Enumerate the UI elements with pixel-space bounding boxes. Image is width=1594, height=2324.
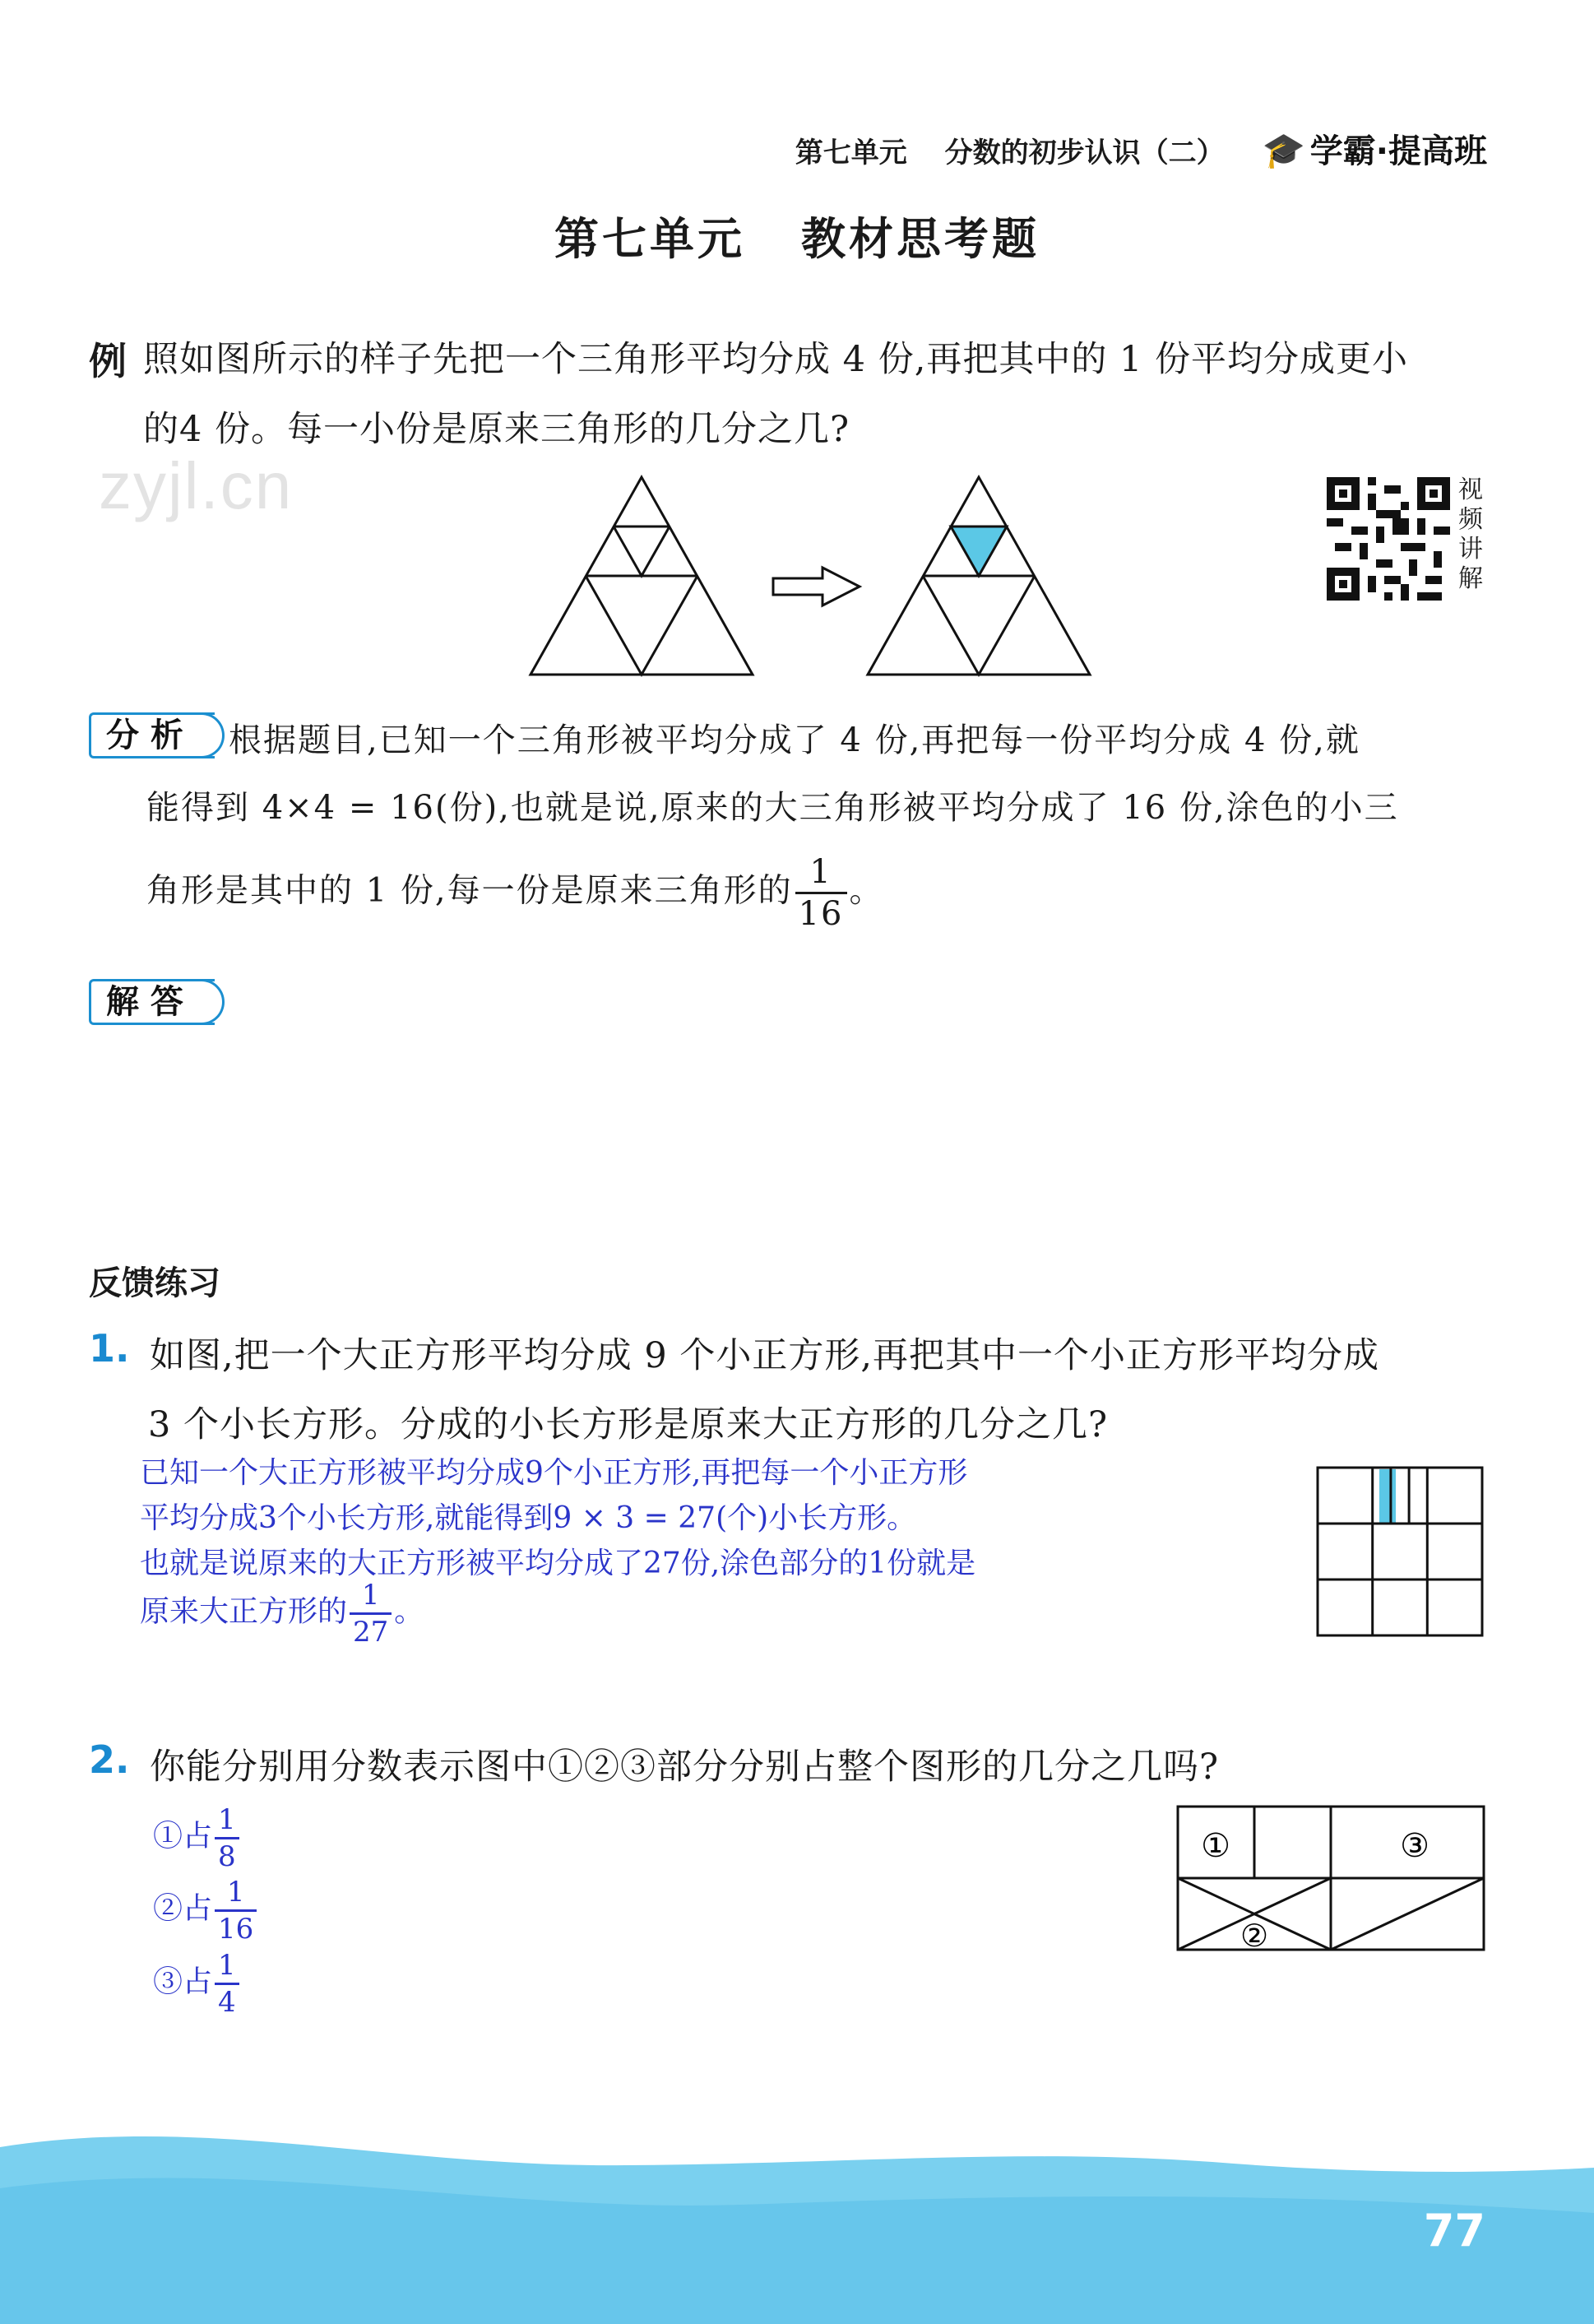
example-text-line-1: 照如图所示的样子先把一个三角形平均分成 4 份,再把其中的 1 份平均分成更小	[143, 339, 1409, 380]
square-grid-figure	[1314, 1464, 1485, 1639]
q1-answer-line-4: 原来大正方形的 $\frac{1}{27}$ 。	[140, 1579, 424, 1649]
question-1-line-1: 如图,把一个大正方形平均分成 9 个小正方形,再把其中一个小正方形平均分成	[150, 1335, 1380, 1376]
page-title	[0, 204, 1594, 267]
q1-answer-line-3: 也就是说原来的大正方形被平均分成了27份,涂色部分的1份就是	[140, 1547, 976, 1580]
question-1-number: 1.	[89, 1326, 130, 1371]
q1-answer-line-1: 已知一个大正方形被平均分成9个小正方形,再把每一个小正方形	[140, 1456, 968, 1490]
part-2-label: ②	[1240, 1918, 1269, 1953]
answer-tag: 解 答	[89, 979, 215, 1025]
q2-answer-1: ①占 $\frac{1}{8}$	[153, 1806, 242, 1871]
title-unit: 第七单元	[554, 213, 745, 265]
feedback-section-title: 反馈练习	[89, 1264, 220, 1302]
analysis-line-1: 根据题目,已知一个三角形被平均分成了 4 份,再把每一份平均分成 4 份,就	[229, 721, 1360, 759]
q2-answer-2: ②占 $\frac{1}{16}$	[153, 1878, 259, 1943]
shaded-small-triangle	[951, 526, 1007, 576]
example-text-line-2: 的4 份。每一小份是原来三角形的几分之几?	[143, 409, 850, 450]
fraction-1-16: $\frac{1}{16}$	[795, 856, 847, 930]
question-2-line-1: 你能分别用分数表示图中①②③部分分别占整个图形的几分之几吗?	[150, 1746, 1220, 1788]
fraction-1-27: $\frac{1}{27}$	[350, 1581, 392, 1646]
page-number: 77	[1423, 2205, 1485, 2257]
bottom-wave-decoration	[0, 2090, 1594, 2324]
triangle-figure	[526, 473, 1102, 683]
q2-answer-3: ③占 $\frac{1}{4}$	[153, 1951, 242, 2016]
analysis-tag: 分 析	[89, 712, 215, 758]
page-header	[795, 125, 1487, 172]
arrow-icon	[773, 568, 860, 605]
header-unit: 第七单元	[795, 137, 907, 169]
qr-code-icon[interactable]	[1327, 477, 1450, 601]
video-explanation-label: 视 频 讲 解	[1458, 475, 1483, 593]
analysis-line-3: 角形是其中的 1 份,每一份是原来三角形的 $\frac{1}{16}$ 。	[146, 853, 884, 933]
question-1-line-2: 3 个小长方形。分成的小长方形是原来大正方形的几分之几?	[148, 1404, 1109, 1445]
shaded-small-rectangle	[1379, 1469, 1396, 1524]
title-topic: 教材思考题	[801, 213, 1040, 265]
part-3-label: ③	[1400, 1827, 1430, 1865]
graduation-cap-icon: 🎓	[1262, 130, 1305, 170]
part-1-label: ①	[1201, 1827, 1230, 1865]
brand-name: 学霸·提高班	[1309, 132, 1487, 170]
header-topic: 分数的初步认识（二）	[944, 137, 1225, 169]
rectangle-parts-figure	[1175, 1803, 1487, 1953]
example-label: 例	[89, 339, 127, 383]
analysis-line-2: 能得到 4×4 = 16(份),也就是说,原来的大三角形被平均分成了 16 份,涂色的小三	[146, 789, 1399, 827]
watermark: zyjl.cn	[99, 449, 294, 522]
q1-answer-line-2: 平均分成3个小长方形,就能得到9 × 3 = 27(个)小长方形。	[140, 1501, 917, 1535]
question-2-number: 2.	[89, 1737, 130, 1782]
